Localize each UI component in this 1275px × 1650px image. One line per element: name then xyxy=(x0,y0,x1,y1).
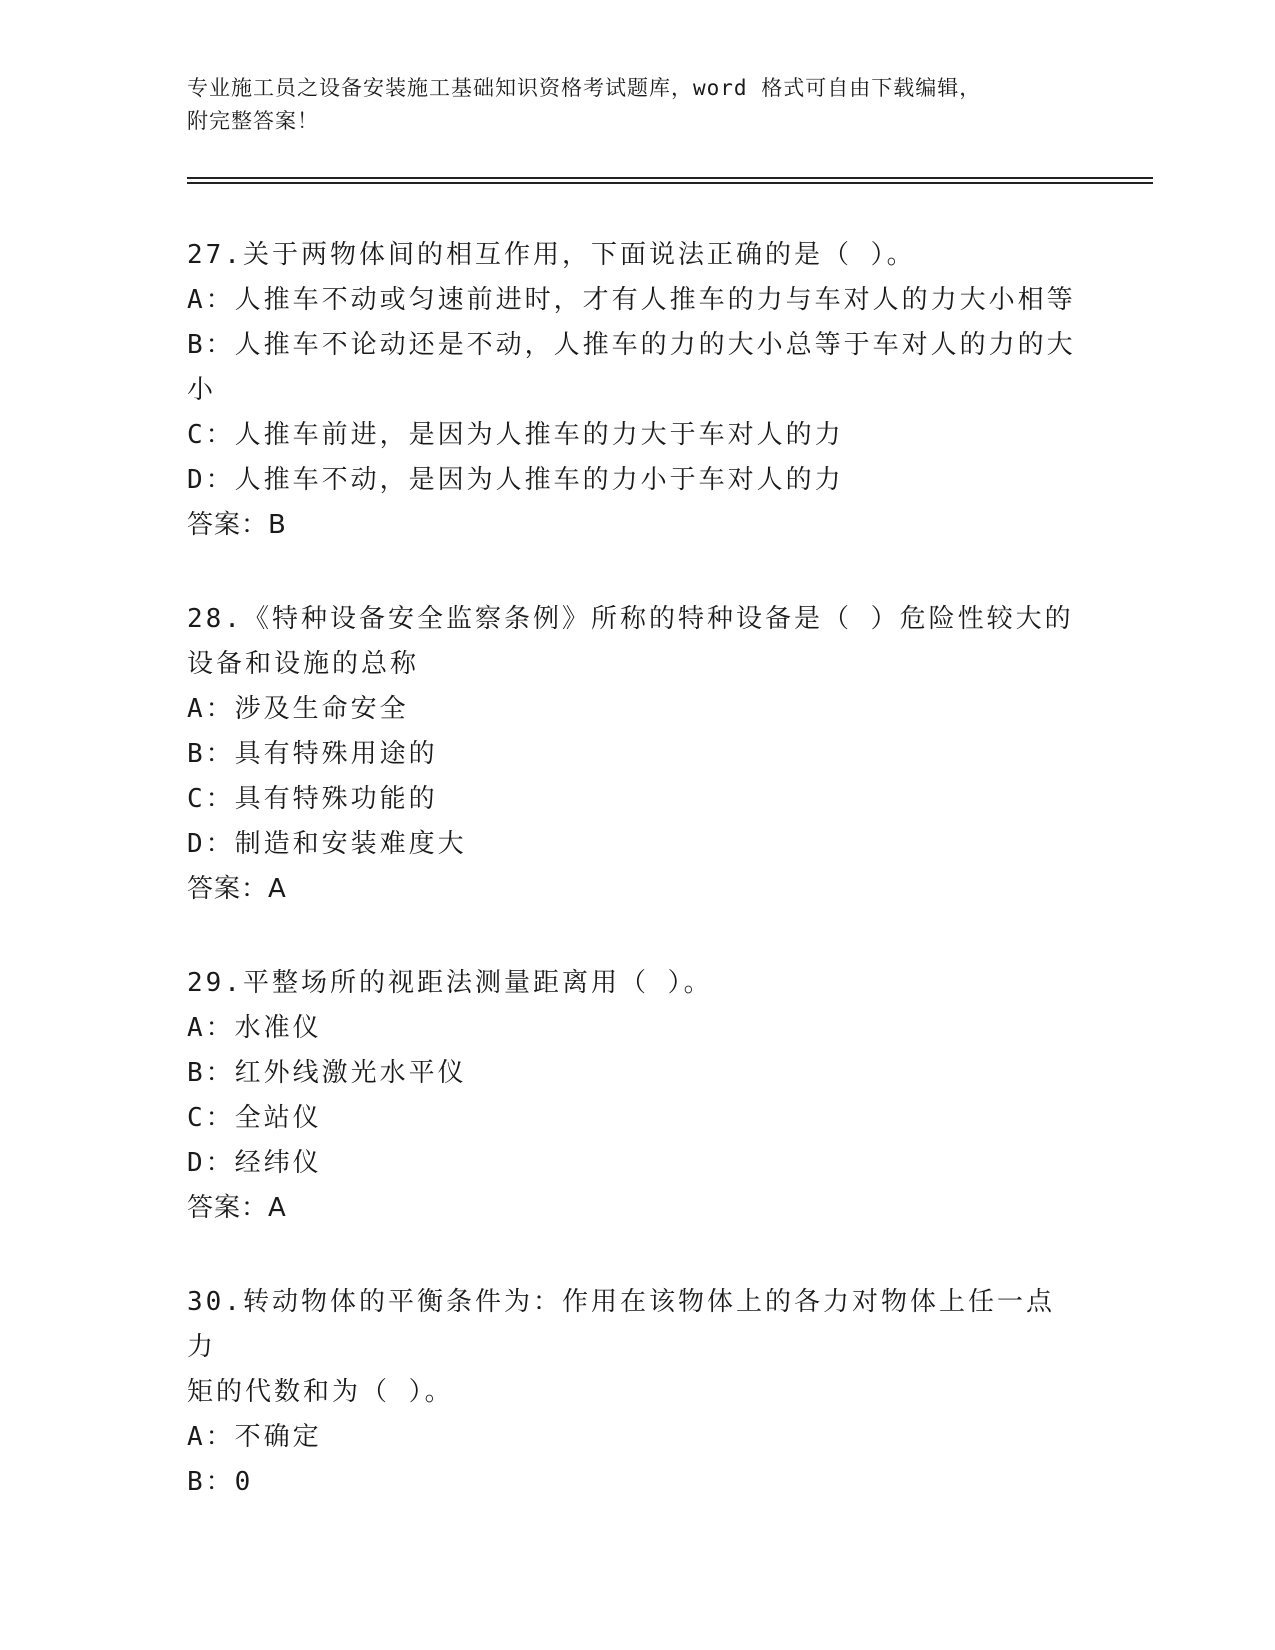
option-d: D：人推车不动，是因为人推车的力小于车对人的力 xyxy=(187,465,844,495)
question-stem-line: 29.平整场所的视距法测量距离用（ ）。 xyxy=(187,968,713,998)
option-d: D：经纬仪 xyxy=(187,1148,322,1178)
option-b-continued: 小 xyxy=(187,375,217,405)
answer: 答案：A xyxy=(187,1193,287,1223)
question-stem-line: 设备和设施的总称 xyxy=(187,649,420,679)
header-divider-bottom xyxy=(187,182,1153,184)
option-a: A：涉及生命安全 xyxy=(187,694,409,724)
option-c: C：全站仪 xyxy=(187,1103,322,1133)
question-stem-line: 27.关于两物体间的相互作用，下面说法正确的是（ ）。 xyxy=(187,240,916,270)
question-29 xyxy=(187,961,1077,1231)
option-c: C：人推车前进，是因为人推车的力大于车对人的力 xyxy=(187,420,844,450)
option-b: B：人推车不论动还是不动，人推车的力的大小总等于车对人的力的大 xyxy=(187,330,1076,360)
option-c: C：具有特殊功能的 xyxy=(187,784,438,814)
answer: 答案：B xyxy=(187,510,287,540)
answer: 答案：A xyxy=(187,874,287,904)
option-a: A：人推车不动或匀速前进时，才有人推车的力与车对人的力大小相等 xyxy=(187,285,1076,315)
option-b: B：红外线激光水平仪 xyxy=(187,1058,467,1088)
question-stem-line: 28.《特种设备安全监察条例》所称的特种设备是（ ）危险性较大的 xyxy=(187,604,1074,634)
option-d: D：制造和安装难度大 xyxy=(187,829,467,859)
option-a: A：不确定 xyxy=(187,1422,322,1452)
option-b: B：具有特殊用途的 xyxy=(187,739,438,769)
header-line-2: 附完整答案！ xyxy=(187,109,319,133)
question-stem-line: 矩的代数和为（ ）。 xyxy=(187,1377,454,1407)
header-divider-top xyxy=(187,177,1153,179)
question-27 xyxy=(187,233,1077,548)
option-a: A：水准仪 xyxy=(187,1013,322,1043)
question-stem-line: 30.转动物体的平衡条件为：作用在该物体上的各力对物体上任一点力 xyxy=(187,1287,1055,1362)
question-30 xyxy=(187,1280,1077,1505)
document-header xyxy=(187,72,1067,138)
option-b: B：0 xyxy=(187,1467,254,1497)
question-28 xyxy=(187,597,1077,912)
header-line-1: 专业施工员之设备安装施工基础知识资格考试题库，word 格式可自由下载编辑， xyxy=(187,76,982,100)
